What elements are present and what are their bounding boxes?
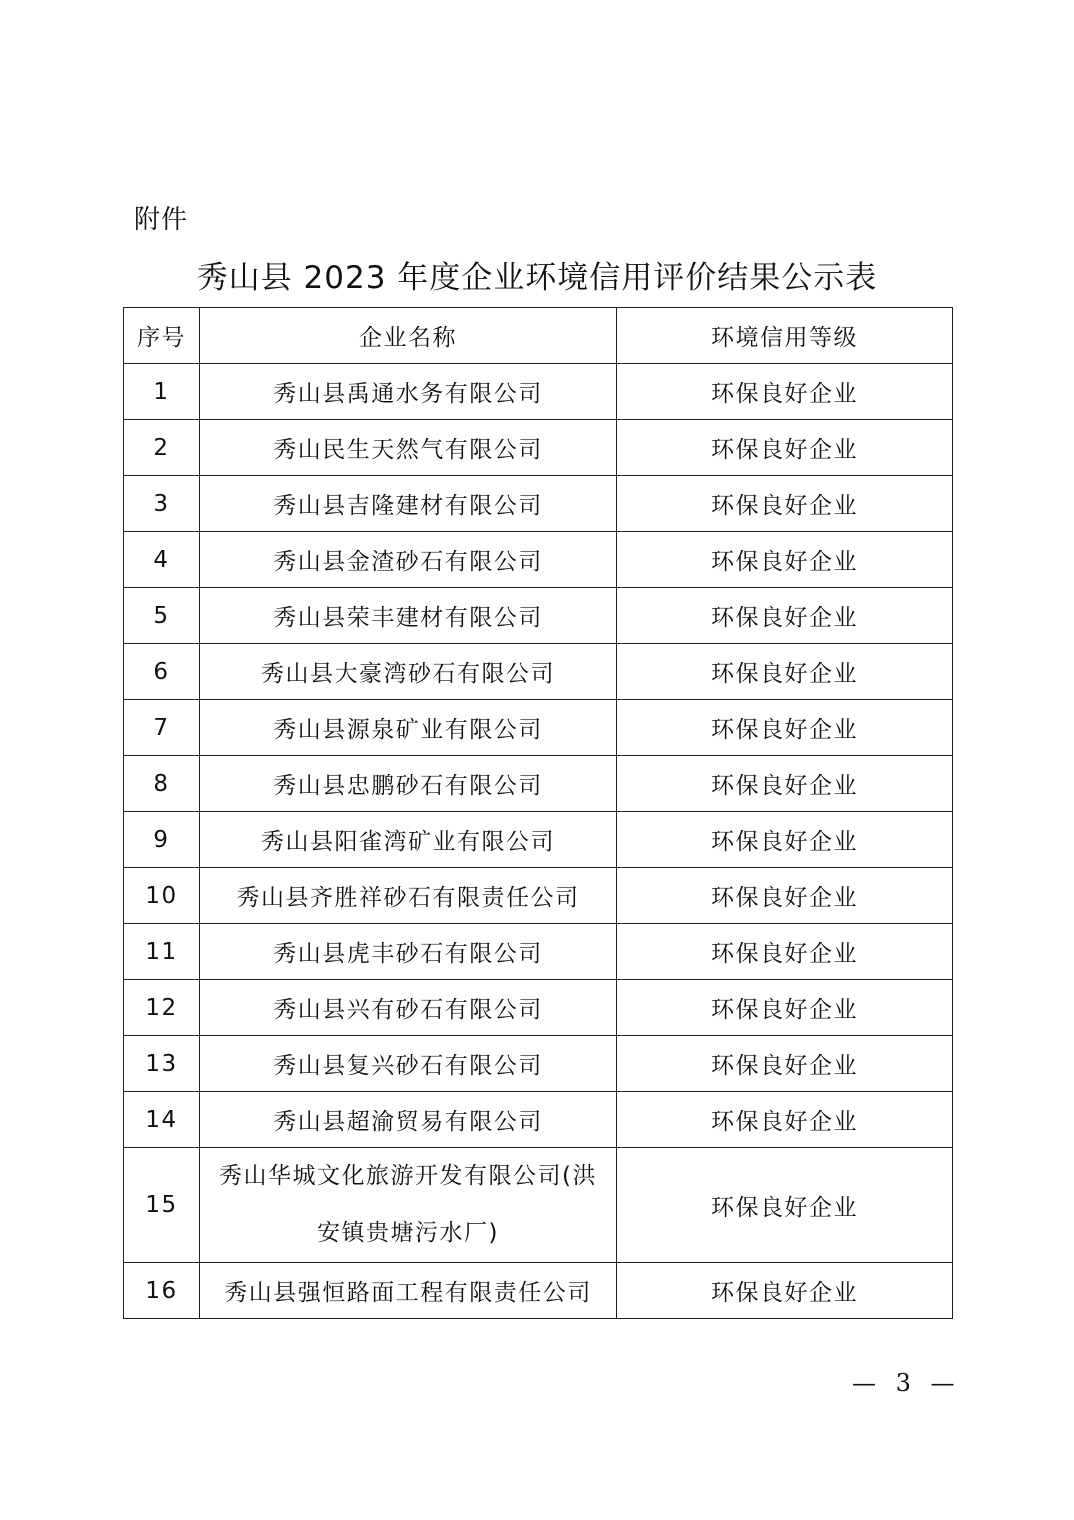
row-no: 11 — [124, 924, 200, 980]
row-no: 13 — [124, 1036, 200, 1092]
header-no: 序号 — [124, 308, 200, 364]
row-company-name: 秀山县吉隆建材有限公司 — [200, 476, 617, 532]
row-no: 1 — [124, 364, 200, 420]
table-row — [124, 364, 953, 420]
row-company-name: 秀山县超渝贸易有限公司 — [200, 1092, 617, 1148]
row-no: 4 — [124, 532, 200, 588]
row-grade: 环保良好企业 — [617, 924, 953, 980]
table-row — [124, 1263, 953, 1319]
row-grade: 环保良好企业 — [617, 756, 953, 812]
row-no: 14 — [124, 1092, 200, 1148]
table-row — [124, 700, 953, 756]
table-row — [124, 476, 953, 532]
table-row — [124, 532, 953, 588]
row-company-name — [200, 1148, 617, 1263]
table-row — [124, 980, 953, 1036]
header-grade: 环境信用等级 — [617, 308, 953, 364]
table-row — [124, 812, 953, 868]
table-row — [124, 420, 953, 476]
row-no: 3 — [124, 476, 200, 532]
row-grade: 环保良好企业 — [617, 1036, 953, 1092]
row-company-name: 秀山县禹通水务有限公司 — [200, 364, 617, 420]
row-no: 5 — [124, 588, 200, 644]
row-company-name: 秀山县忠鹏砂石有限公司 — [200, 756, 617, 812]
row-no: 2 — [124, 420, 200, 476]
table-row — [124, 588, 953, 644]
table-row — [124, 1092, 953, 1148]
row-no: 12 — [124, 980, 200, 1036]
table-row — [124, 756, 953, 812]
row-grade: 环保良好企业 — [617, 588, 953, 644]
page-title: 秀山县 2023 年度企业环境信用评价结果公示表 — [196, 260, 878, 296]
row-no: 6 — [124, 644, 200, 700]
row-grade: 环保良好企业 — [617, 1092, 953, 1148]
row-grade: 环保良好企业 — [617, 476, 953, 532]
row-company-name: 秀山县源泉矿业有限公司 — [200, 700, 617, 756]
row-grade: 环保良好企业 — [617, 644, 953, 700]
row-grade: 环保良好企业 — [617, 532, 953, 588]
row-no: 10 — [124, 868, 200, 924]
row-grade: 环保良好企业 — [617, 812, 953, 868]
table-row — [124, 868, 953, 924]
row-company-name: 秀山县金渣砂石有限公司 — [200, 532, 617, 588]
row-grade: 环保良好企业 — [617, 1263, 953, 1319]
table-row — [124, 1036, 953, 1092]
row-grade: 环保良好企业 — [617, 980, 953, 1036]
row-no: 7 — [124, 700, 200, 756]
row-company-name: 秀山县虎丰砂石有限公司 — [200, 924, 617, 980]
row-company-name: 秀山县齐胜祥砂石有限责任公司 — [200, 868, 617, 924]
row-grade: 环保良好企业 — [617, 700, 953, 756]
table-row — [124, 644, 953, 700]
row-grade: 环保良好企业 — [617, 364, 953, 420]
row-no: 8 — [124, 756, 200, 812]
row-no: 9 — [124, 812, 200, 868]
attachment-label: 附件 — [134, 205, 189, 235]
row-grade: 环保良好企业 — [617, 868, 953, 924]
company-name-line: 秀山华城文化旅游开发有限公司(洪 — [219, 1163, 597, 1189]
header-name: 企业名称 — [200, 308, 617, 364]
row-no: 16 — [124, 1263, 200, 1319]
results-table — [123, 307, 953, 1319]
row-company-name: 秀山县阳雀湾矿业有限公司 — [200, 812, 617, 868]
row-grade: 环保良好企业 — [617, 420, 953, 476]
row-no: 15 — [124, 1148, 200, 1263]
page-number: — 3 — — [852, 1369, 961, 1397]
table-row — [124, 924, 953, 980]
row-company-name: 秀山民生天然气有限公司 — [200, 420, 617, 476]
row-grade: 环保良好企业 — [617, 1148, 953, 1263]
row-company-name: 秀山县荣丰建材有限公司 — [200, 588, 617, 644]
row-company-name: 秀山县兴有砂石有限公司 — [200, 980, 617, 1036]
row-company-name: 秀山县复兴砂石有限公司 — [200, 1036, 617, 1092]
table-row — [124, 1148, 953, 1263]
row-company-name: 秀山县强恒路面工程有限责任公司 — [200, 1263, 617, 1319]
table-header-row — [124, 308, 953, 364]
row-company-name: 秀山县大豪湾砂石有限公司 — [200, 644, 617, 700]
company-name-line: 安镇贵塘污水厂) — [317, 1220, 499, 1246]
